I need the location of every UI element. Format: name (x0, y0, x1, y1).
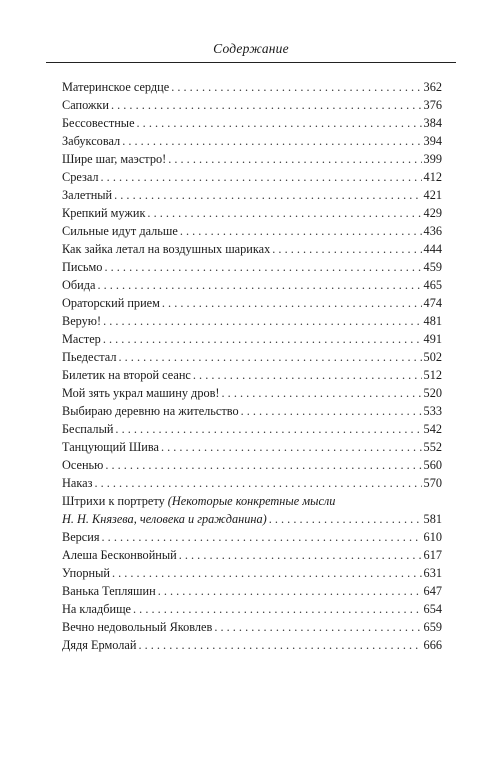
toc-entry[interactable] (62, 96, 442, 114)
toc-entry-page: 421 (423, 188, 442, 202)
toc-entry[interactable] (62, 384, 442, 402)
toc-entry-title: Мастер (62, 332, 101, 346)
toc-entry-title: Материнское сердце (62, 80, 170, 94)
toc-entry-page: 491 (423, 332, 442, 346)
toc-entry-page: 412 (423, 170, 442, 184)
leader-dots (119, 348, 422, 366)
toc-entry-title: Беспалый (62, 422, 114, 436)
leader-dots (122, 132, 421, 150)
toc-entry-page: 533 (423, 404, 442, 418)
leader-dots (179, 546, 422, 564)
toc-entry-page: 429 (423, 206, 442, 220)
leader-dots (103, 330, 422, 348)
toc-entry-title: Забуксовал (62, 134, 121, 148)
toc-entry-page: 666 (423, 638, 442, 652)
leader-dots (214, 618, 421, 636)
toc-entry-subtitle-cont: Н. Н. Князева, человека и гражданина) (62, 512, 267, 526)
leader-dots (133, 600, 422, 618)
toc-entry[interactable] (62, 168, 442, 186)
toc-entry[interactable] (62, 474, 442, 492)
toc-entry[interactable] (62, 240, 442, 258)
toc-entry-title: Шире шаг, маэстро! (62, 152, 167, 166)
leader-dots (94, 474, 421, 492)
toc-entry-title: Танцующий Шива (62, 440, 159, 454)
toc-entry[interactable] (62, 618, 442, 636)
toc-entry-page: 617 (423, 548, 442, 562)
leader-dots (105, 456, 421, 474)
toc-entry[interactable] (62, 78, 442, 96)
toc-entry-title: Алеша Бесконвойный (62, 548, 177, 562)
leader-dots (115, 420, 421, 438)
toc-entry[interactable] (62, 258, 442, 276)
leader-dots (241, 402, 422, 420)
toc-entry-title: Как зайка летал на воздушных шариках (62, 242, 271, 256)
toc-entry-title: Пьедестал (62, 350, 117, 364)
toc-entry-title: Дядя Ермолай (62, 638, 137, 652)
toc-entry-page: 581 (423, 512, 442, 526)
toc-entry[interactable] (62, 276, 442, 294)
toc-entry-page: 465 (423, 278, 442, 292)
toc-entry[interactable] (62, 186, 442, 204)
toc-entry-title: Билетик на второй сеанс (62, 368, 191, 382)
toc-entry-title: Сильные идут дальше (62, 224, 178, 238)
toc-entry-title: Наказ (62, 476, 93, 490)
toc-entries-bottom (62, 528, 442, 654)
toc-entry-title: Письмо (62, 260, 103, 274)
toc-entry-title: Ораторский прием (62, 296, 160, 310)
toc-entry[interactable] (62, 294, 442, 312)
toc-entry[interactable] (62, 114, 442, 132)
toc-entry-page: 394 (423, 134, 442, 148)
toc-entry[interactable] (62, 582, 442, 600)
toc-entry-page: 560 (423, 458, 442, 472)
toc-entry-page: 502 (423, 350, 442, 364)
toc-entry-title: На кладбище (62, 602, 132, 616)
toc-entry-page: 542 (423, 422, 442, 436)
toc-entry[interactable] (62, 330, 442, 348)
leader-dots (111, 96, 422, 114)
toc-entry-title: Срезал (62, 170, 99, 184)
toc-entry-page: 436 (423, 224, 442, 238)
toc-entry-title: Мой зять украл машину дров! (62, 386, 220, 400)
toc-entry-shtrikhi[interactable] (62, 492, 442, 528)
toc-entry[interactable] (62, 528, 442, 546)
toc-entry-title: Бессовестные (62, 116, 135, 130)
toc-entry-line-2 (62, 510, 442, 528)
toc-entry-title: Обида (62, 278, 96, 292)
leader-dots (101, 168, 422, 186)
toc-entry-page: 474 (423, 296, 442, 310)
toc-entry[interactable] (62, 564, 442, 582)
toc-entry-page: 444 (423, 242, 442, 256)
leader-dots (97, 276, 421, 294)
leader-dots (168, 150, 421, 168)
toc-entry-page: 659 (423, 620, 442, 634)
toc-entry[interactable] (62, 348, 442, 366)
toc-entry-page: 376 (423, 98, 442, 112)
table-of-contents (62, 78, 442, 654)
leader-dots (180, 222, 422, 240)
toc-entry[interactable] (62, 150, 442, 168)
toc-entry-title: Сапожки (62, 98, 109, 112)
toc-entry[interactable] (62, 456, 442, 474)
leader-dots (222, 384, 422, 402)
header-rule (46, 62, 456, 63)
toc-entry-page: 512 (423, 368, 442, 382)
leader-dots (137, 114, 422, 132)
toc-entry[interactable] (62, 420, 442, 438)
leader-dots (161, 438, 422, 456)
toc-entries-top (62, 78, 442, 492)
toc-entry-title: Версия (62, 530, 100, 544)
toc-entry-title: Вечно недовольный Яковлев (62, 620, 213, 634)
toc-entry-line-1 (62, 492, 442, 510)
toc-entry-title: Ванька Тепляшин (62, 584, 156, 598)
leader-dots (147, 204, 421, 222)
leader-dots (112, 564, 422, 582)
toc-entry[interactable] (62, 636, 442, 654)
toc-entry-subtitle: (Некоторые конкретные мысли (167, 494, 336, 508)
running-header: Содержание (213, 41, 289, 56)
toc-entry[interactable] (62, 132, 442, 150)
toc-entry-page: 631 (423, 566, 442, 580)
leader-dots (171, 78, 421, 96)
toc-entry[interactable] (62, 366, 442, 384)
leader-dots (102, 528, 422, 546)
toc-entry-title: Залетный (62, 188, 113, 202)
toc-entry[interactable] (62, 600, 442, 618)
toc-entry-title: Осенью (62, 458, 104, 472)
leader-dots (103, 312, 421, 330)
toc-entry-title: Штрихи к портрету (62, 494, 168, 508)
toc-entry-page: 459 (423, 260, 442, 274)
toc-entry-page: 610 (423, 530, 442, 544)
leader-dots (138, 636, 421, 654)
leader-dots (114, 186, 421, 204)
toc-entry-page: 384 (423, 116, 442, 130)
toc-entry-page: 570 (423, 476, 442, 490)
toc-entry[interactable] (62, 312, 442, 330)
leader-dots (158, 582, 422, 600)
toc-entry-page: 654 (423, 602, 442, 616)
leader-dots (269, 510, 422, 528)
toc-entry-page: 647 (423, 584, 442, 598)
toc-entry[interactable] (62, 204, 442, 222)
toc-entry-title: Крепкий мужик (62, 206, 146, 220)
toc-entry[interactable] (62, 222, 442, 240)
toc-entry-page: 552 (423, 440, 442, 454)
toc-entry-page: 520 (423, 386, 442, 400)
leader-dots (104, 258, 421, 276)
toc-entry-page: 399 (423, 152, 442, 166)
leader-dots (162, 294, 422, 312)
leader-dots (272, 240, 421, 258)
toc-entry-title: Выбираю деревню на жительство (62, 404, 239, 418)
toc-entry[interactable] (62, 546, 442, 564)
toc-entry-page: 362 (423, 80, 442, 94)
toc-entry[interactable] (62, 402, 442, 420)
leader-dots (193, 366, 422, 384)
toc-entry-page: 481 (423, 314, 442, 328)
toc-entry-title: Упорный (62, 566, 110, 580)
toc-entry-title: Верую! (62, 314, 102, 328)
toc-entry[interactable] (62, 438, 442, 456)
